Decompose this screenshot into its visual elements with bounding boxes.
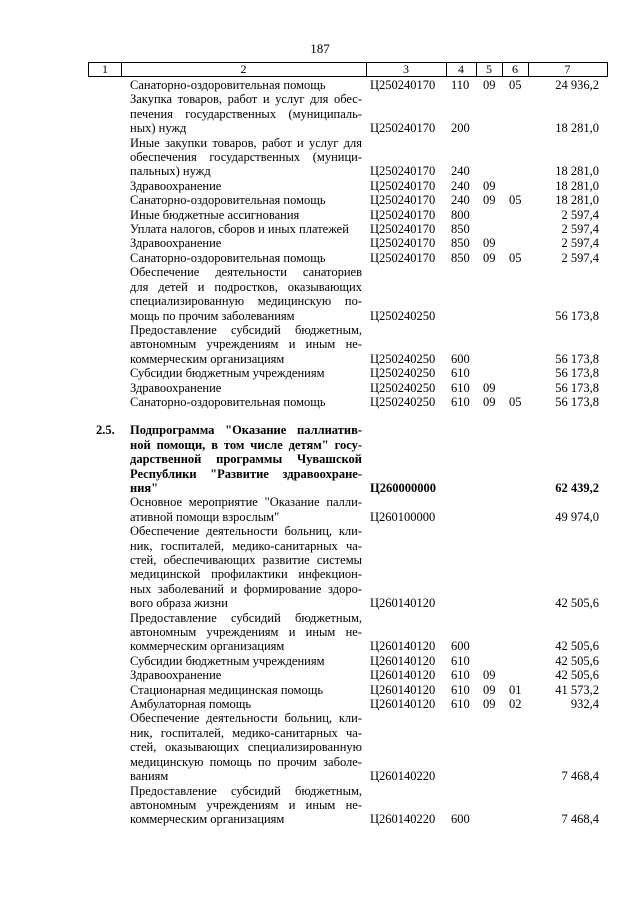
table-row [0, 395, 640, 409]
row-name-line: Здравоохранение [130, 380, 222, 395]
table-row [0, 179, 640, 193]
row-code: Ц250240170 [370, 164, 436, 179]
row-subsection: 05 [509, 193, 522, 208]
row-name [130, 193, 362, 207]
row-expense-type: 200 [451, 121, 470, 136]
row-subsection: 02 [509, 697, 522, 712]
row-name-line: Иные закупки товаров, работ и услуг для [130, 135, 362, 150]
row-sum: 56 173,8 [555, 394, 599, 409]
row-code: Ц250240170 [370, 207, 436, 222]
row-code: Ц250240250 [370, 380, 436, 395]
row-subsection: 05 [509, 250, 522, 265]
row-expense-type: 850 [451, 236, 470, 251]
table-row [0, 683, 640, 697]
row-code: Ц250240170 [370, 78, 436, 92]
row-name-line: Предоставление субсидий бюджетным, [130, 783, 362, 798]
row-code: Ц250240250 [370, 308, 436, 323]
table-row [0, 366, 640, 380]
row-sum: 18 281,0 [555, 164, 599, 179]
row-code: Ц260140120 [370, 682, 436, 697]
table-row [0, 78, 640, 92]
row-name-line: ник, госпиталей, медико-санитарных ча- [130, 725, 362, 740]
row-name-line: коммерческим организациям [130, 812, 285, 827]
row-name [130, 323, 362, 366]
row-expense-type: 850 [451, 222, 470, 237]
row-name-line: Субсидии бюджетным учреждениям [130, 653, 325, 668]
row-name-line: ния" [130, 480, 159, 495]
row-name-line: медицинскую помощь по прочим заболе- [130, 754, 362, 769]
row-name [130, 668, 362, 682]
table-row [0, 784, 640, 827]
row-name [130, 611, 362, 654]
row-code: Ц250240170 [370, 236, 436, 251]
row-name-line: Здравоохранение [130, 236, 222, 251]
row-expense-type: 600 [451, 639, 470, 654]
row-sum: 18 281,0 [555, 178, 599, 193]
row-code: Ц250240250 [370, 394, 436, 409]
row-expense-type: 610 [451, 653, 470, 668]
row-name-line: Республики "Развитие здравоохране- [130, 466, 362, 481]
row-name-line: коммерческим организациям [130, 351, 285, 366]
row-name-line: для детей и подростков, оказывающих [130, 279, 362, 294]
table-body [0, 78, 640, 827]
row-name-line: стей, обеспечивающих развитие системы [130, 553, 362, 567]
row-subsection: 05 [509, 394, 522, 409]
row-subsection: 01 [509, 682, 522, 697]
row-name-line: Предоставление субсидий бюджетным, [130, 610, 362, 625]
row-code: Ц260000000 [370, 480, 436, 495]
row-name-line: пальных) нужд [130, 164, 211, 179]
row-name [130, 136, 362, 179]
row-expense-type: 240 [451, 178, 470, 193]
row-name-line: ативной помощи взрослым" [130, 509, 280, 524]
row-name-line: стей, оказывающих специализированную [130, 740, 362, 755]
row-name-line: Уплата налогов, сборов и иных платежей [130, 222, 349, 237]
table-row [0, 668, 640, 682]
row-expense-type: 610 [451, 366, 470, 381]
table-row [0, 495, 640, 524]
row-name-line: Обеспечение деятельности санаториев [130, 265, 362, 280]
row-name [130, 784, 362, 827]
row-name-line: Обеспечение деятельности больниц, кли- [130, 524, 362, 539]
row-name-line: ных заболеваний и формирование здоро- [130, 581, 362, 596]
row-sum: 2 597,4 [561, 250, 599, 265]
row-section: 09 [483, 380, 496, 395]
row-section: 09 [483, 668, 496, 683]
row-name [130, 92, 362, 135]
row-sum: 42 505,6 [555, 653, 599, 668]
row-section: 09 [483, 394, 496, 409]
row-code: Ц250240170 [370, 250, 436, 265]
row-code: Ц260100000 [370, 509, 436, 524]
table-row [0, 654, 640, 668]
table-row [0, 236, 640, 250]
row-code: Ц260140220 [370, 769, 436, 784]
row-name-line: Закупка товаров, работ и услуг для обес- [130, 92, 362, 107]
row-name-line: Санаторно-оздоровительная помощь [130, 193, 326, 208]
row-expense-type: 610 [451, 380, 470, 395]
row-expense-type: 610 [451, 668, 470, 683]
row-expense-type: 110 [451, 78, 470, 92]
row-section: 09 [483, 697, 496, 712]
row-name-line: специализированную медицинскую по- [130, 294, 362, 309]
table-row [0, 423, 640, 495]
header-col-6: 6 [512, 62, 518, 76]
row-sum: 2 597,4 [561, 222, 599, 237]
row-expense-type: 610 [451, 697, 470, 712]
row-sum: 2 597,4 [561, 236, 599, 251]
row-name-line: вого образа жизни [130, 596, 228, 611]
row-expense-type: 600 [451, 812, 470, 827]
row-code: Ц260140120 [370, 596, 436, 611]
row-expense-type: 850 [451, 250, 470, 265]
row-name [130, 381, 362, 395]
row-section: 09 [483, 178, 496, 193]
row-sum: 42 505,6 [555, 596, 599, 611]
row-expense-type: 800 [451, 207, 470, 222]
row-sum: 18 281,0 [555, 193, 599, 208]
row-name-line: ной помощи, в том числе детям" госу- [130, 437, 362, 452]
row-sum: 56 173,8 [555, 308, 599, 323]
row-name-line: автономным учреждениям и иным не- [130, 337, 362, 352]
page-number: 187 [310, 41, 330, 56]
row-sum: 49 974,0 [555, 509, 599, 524]
row-expense-type: 240 [451, 193, 470, 208]
row-name [130, 423, 362, 495]
row-section: 09 [483, 78, 496, 92]
table-row [0, 524, 640, 610]
row-sum: 56 173,8 [555, 366, 599, 381]
row-code: Ц250240250 [370, 351, 436, 366]
header-col-7: 7 [564, 62, 571, 76]
row-section: 09 [483, 682, 496, 697]
row-name [130, 711, 362, 783]
row-code: Ц250240170 [370, 193, 436, 208]
row-name-line: медицинской профилактики инфекцион- [130, 567, 362, 582]
row-name-line: дарственной программы Чувашской [130, 452, 362, 467]
row-sum: 7 468,4 [561, 812, 599, 827]
row-code: Ц250240170 [370, 121, 436, 136]
table-row [0, 711, 640, 783]
row-code: Ц260140120 [370, 668, 436, 683]
row-name-line: мощь по прочим заболеваниям [130, 308, 295, 323]
row-name-line: коммерческим организациям [130, 639, 285, 654]
row-name-line: Предоставление субсидий бюджетным, [130, 322, 362, 337]
table-row [0, 208, 640, 222]
row-name [130, 495, 362, 524]
row-expense-type: 600 [451, 351, 470, 366]
row-expense-type: 610 [451, 394, 470, 409]
row-name-line: Санаторно-оздоровительная помощь [130, 78, 326, 92]
row-sum: 932,4 [570, 697, 599, 712]
table-row [0, 92, 640, 135]
table-row [0, 611, 640, 654]
row-sum: 56 173,8 [555, 351, 599, 366]
row-name-line: ваниям [130, 769, 169, 784]
row-section: 09 [483, 250, 496, 265]
row-sum: 56 173,8 [555, 380, 599, 395]
row-sum: 41 573,2 [555, 682, 599, 697]
row-name-line: Санаторно-оздоровительная помощь [130, 250, 326, 265]
row-name [130, 683, 362, 697]
row-name-line: Иные бюджетные ассигнования [130, 207, 300, 222]
row-name-line: Здравоохранение [130, 668, 222, 683]
row-name [130, 179, 362, 193]
row-expense-type: 240 [451, 164, 470, 179]
row-name-line: ных) нужд [130, 121, 187, 136]
row-name [130, 236, 362, 250]
row-code: Ц250240170 [370, 222, 436, 237]
table-row [0, 323, 640, 366]
header-col-1: 1 [102, 62, 108, 76]
row-sum: 7 468,4 [561, 769, 599, 784]
table-row [0, 193, 640, 207]
row-sum: 2 597,4 [561, 207, 599, 222]
row-sum: 62 439,2 [555, 480, 599, 495]
row-name-line: Субсидии бюджетным учреждениям [130, 366, 325, 381]
table-row [0, 251, 640, 265]
row-name-line: автономным учреждениям и иным не- [130, 625, 362, 640]
row-name [130, 265, 362, 323]
row-code: Ц260140120 [370, 653, 436, 668]
row-name [130, 366, 362, 380]
row-sum: 42 505,6 [555, 668, 599, 683]
row-name [130, 654, 362, 668]
header-col-2: 2 [240, 62, 247, 76]
row-name-line: печения государственных (муниципаль- [130, 106, 362, 121]
row-name-line: Амбулаторная помощь [130, 697, 252, 712]
row-subsection: 05 [509, 78, 522, 92]
row-sum: 42 505,6 [555, 639, 599, 654]
table-row [0, 697, 640, 711]
row-name [130, 697, 362, 711]
header-col-4: 4 [458, 62, 464, 76]
row-name-line: Здравоохранение [130, 178, 222, 193]
header-col-3: 3 [403, 62, 409, 76]
header-col-5: 5 [486, 62, 492, 76]
table-row [0, 381, 640, 395]
table-header [88, 62, 608, 77]
row-name-line: ник, госпиталей, медико-санитарных ча- [130, 538, 362, 553]
row-code: Ц250240250 [370, 366, 436, 381]
row-name-line: Стационарная медицинская помощь [130, 682, 324, 697]
row-sum: 24 936,2 [555, 78, 599, 92]
row-code: Ц260140220 [370, 812, 436, 827]
row-name-line: обеспечения государственных (муници- [130, 150, 362, 165]
row-name-line: Санаторно-оздоровительная помощь [130, 394, 326, 409]
row-code: Ц260140120 [370, 639, 436, 654]
row-number: 2.5. [96, 423, 115, 438]
row-name-line: автономным учреждениям и иным не- [130, 797, 362, 812]
table-row [0, 136, 640, 179]
row-sum: 18 281,0 [555, 121, 599, 136]
table-row [0, 222, 640, 236]
row-expense-type: 610 [451, 682, 470, 697]
row-code: Ц250240170 [370, 178, 436, 193]
table-row [0, 265, 640, 323]
row-name [130, 222, 362, 236]
row-name [130, 78, 362, 92]
row-name [130, 395, 362, 409]
row-section: 09 [483, 236, 496, 251]
row-section: 09 [483, 193, 496, 208]
row-name-line: Подпрограмма "Оказание паллиатив- [130, 423, 362, 438]
row-name [130, 208, 362, 222]
row-name-line: Основное мероприятие "Оказание палли- [130, 495, 362, 510]
row-code: Ц260140120 [370, 697, 436, 712]
row-name [130, 251, 362, 265]
row-name [130, 524, 362, 610]
row-name-line: Обеспечение деятельности больниц, кли- [130, 711, 362, 726]
